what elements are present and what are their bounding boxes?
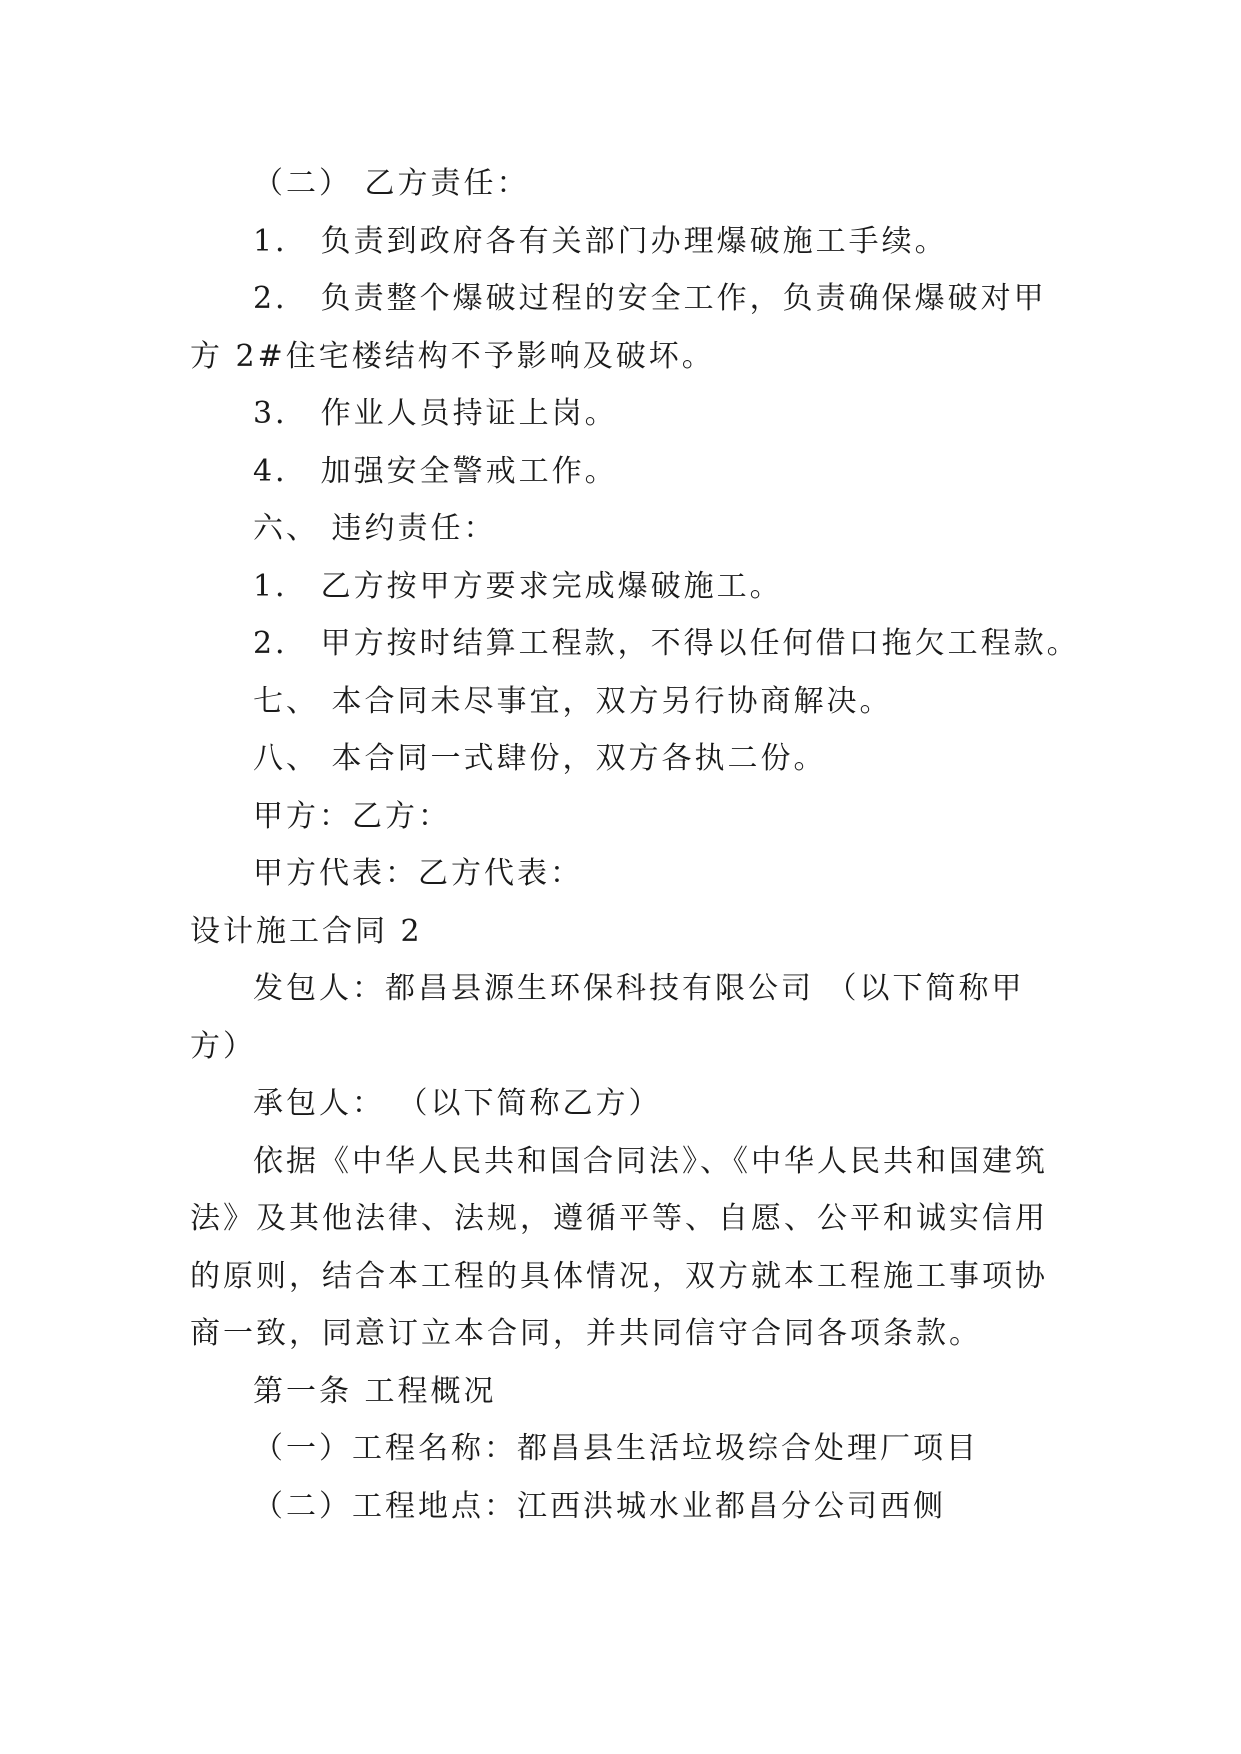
contractor-line: 承包人： （以下简称乙方） xyxy=(253,1086,662,1121)
preamble-paragraph: 依据《中华人民共和国合同法》、《中华人民共和国建筑 xyxy=(253,1143,1048,1179)
section-heading-eight: 八、 本合同一式肆份，双方各执二份。 xyxy=(253,741,827,776)
paragraph-continuation: 商一致，同意订立本合同，并共同信守合同各项条款。 xyxy=(190,1316,982,1351)
paragraph-item: 4． 加强安全警戒工作。 xyxy=(253,453,618,489)
paragraph-item: 1． 乙方按甲方要求完成爆破施工。 xyxy=(253,568,783,604)
paragraph-continuation: 方） xyxy=(190,1028,256,1064)
paragraph-item: 2． 甲方按时结算工程款，不得以任何借口拖欠工程款。 xyxy=(253,626,1080,661)
section-heading-party-b-responsibility: （二） 乙方责任： xyxy=(253,166,530,201)
document-body xyxy=(190,155,1080,1535)
employer-line: 发包人：都昌县源生环保科技有限公司 （以下简称甲 xyxy=(253,971,1025,1006)
project-location-line: （二）工程地点：江西洪城水业都昌分公司西侧 xyxy=(253,1488,946,1524)
paragraph-continuation: 的原则，结合本工程的具体情况，双方就本工程施工事项协 xyxy=(190,1258,1048,1294)
paragraph-item: 2． 负责整个爆破过程的安全工作，负责确保爆破对甲 xyxy=(253,281,1047,316)
section-heading-seven: 七、 本合同未尽事宜，双方另行协商解决。 xyxy=(253,683,893,719)
project-name-line: （一）工程名称：都昌县生活垃圾综合处理厂项目 xyxy=(253,1431,979,1466)
paragraph-item: 1． 负责到政府各有关部门办理爆破施工手续。 xyxy=(253,223,948,259)
section-heading-breach-liability: 六、 违约责任： xyxy=(253,511,497,546)
signature-parties: 甲方：乙方： xyxy=(253,798,451,834)
article-one-heading: 第一条 工程概况 xyxy=(253,1373,497,1409)
paragraph-continuation: 方 2#住宅楼结构不予影响及破坏。 xyxy=(190,338,715,374)
paragraph-item: 3． 作业人员持证上岗。 xyxy=(253,396,618,431)
paragraph-continuation: 法》及其他法律、法规，遵循平等、自愿、公平和诚实信用 xyxy=(190,1201,1048,1236)
contract-title: 设计施工合同 2 xyxy=(190,913,423,949)
signature-representatives: 甲方代表：乙方代表： xyxy=(253,856,583,891)
